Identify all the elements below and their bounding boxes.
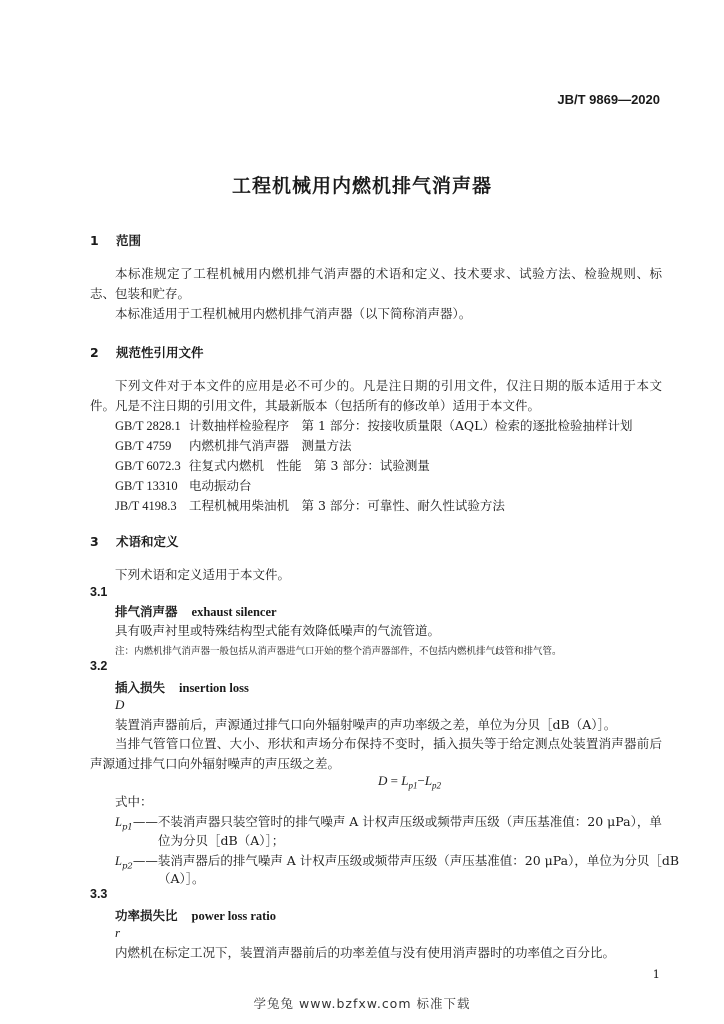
term-exhaust-silencer: [115, 602, 277, 620]
section-title: 范围: [116, 233, 142, 248]
reference-title: 计数抽样检验程序 第 1 部分：按接收质量限（AQL）检索的逐批检验抽样计划: [188, 418, 633, 433]
variable-definition-continued: （A）］。: [158, 871, 205, 886]
variable-definition-continued: 位为分贝［dB（A）］；: [158, 833, 285, 848]
reference-title: 内燃机排气消声器 测量方法: [188, 438, 352, 453]
variable-definition-lp1: [115, 812, 662, 833]
reference-item: [115, 476, 252, 494]
reference-code: GB/T 13310: [115, 479, 178, 493]
term-insertion-loss: [115, 678, 249, 696]
watermark-footer: 学兔兔 www.bzfxw.com 标准下载: [253, 996, 471, 1011]
formula-subscript: p1: [408, 780, 418, 791]
document-number: JB/T 9869—2020: [557, 92, 660, 107]
section-title: 规范性引用文件: [116, 345, 204, 360]
variable-description: ——不装消声器只装空管时的排气噪声 A 计权声压级或频带声压级（声压基准值：20 μPa），单: [132, 814, 662, 829]
term-symbol: r: [115, 925, 121, 940]
reference-item: [115, 436, 352, 454]
section-number: 2: [90, 345, 99, 360]
reference-code: GB/T 4759: [115, 439, 172, 453]
reference-title: 往复式内燃机 性能 第 3 部分：试验测量: [188, 458, 430, 473]
variable-symbol: L: [115, 854, 122, 868]
term-definition: 内燃机在标定工况下，装置消声器前后的功率差值与没有使用消声器时的功率值之百分比。: [115, 945, 616, 960]
variable-subscript: p1: [121, 822, 133, 833]
term-chinese: 排气消声器: [115, 604, 178, 619]
page-number: 1: [652, 967, 660, 981]
reference-title: 工程机械用柴油机 第 3 部分：可靠性、耐久性试验方法: [188, 498, 505, 513]
term-note: 注：内燃机排气消声器一般包括从消声器进气口开始的整个消声器部件，不包括内燃机排气歧管和排气管。: [115, 646, 562, 657]
reference-code: JB/T 4198.3: [115, 499, 177, 513]
term-definition: 装置消声器前后，声源通过排气口向外辐射噪声的声功率级之差，单位为分贝［dB（A）］。: [115, 717, 617, 732]
term-english: power loss ratio: [191, 909, 277, 923]
section-heading-2: [90, 343, 204, 361]
section-heading-3: [90, 532, 179, 550]
scope-paragraph-1: 本标准规定了工程机械用内燃机排气消声器的术语和定义、技术要求、试验方法、检验规则、标志、包装和贮存。: [90, 266, 662, 301]
formula-lhs: D: [378, 773, 388, 788]
clause-number-3-3: 3.3: [90, 887, 108, 901]
formula-subscript: p2: [432, 780, 442, 791]
variable-description: ——装消声器后的排气噪声 A 计权声压级或频带声压级（声压基准值：20 μPa），单位为分贝［dB: [132, 853, 680, 868]
term-definition-extended: 当排气管管口位置、大小、形状和声场分布保持不变时，插入损失等于给定测点处装置消声器前后声源通过排气口向外辐射噪声的声压级之差。: [90, 736, 662, 771]
formula-symbol: L: [401, 773, 409, 788]
formula-minus: −: [417, 773, 425, 788]
terms-intro: 下列术语和定义适用于本文件。: [115, 567, 291, 582]
variable-subscript: p2: [121, 861, 133, 872]
term-symbol: D: [115, 697, 125, 712]
normative-intro: 下列文件对于本文件的应用是必不可少的。凡是注日期的引用文件，仅注日期的版本适用于本文件。凡是不注日期的引用文件，其最新版本（包括所有的修改单）适用于本文件。: [90, 378, 662, 413]
term-power-loss-ratio: [115, 906, 276, 924]
reference-code: GB/T 2828.1: [115, 419, 181, 433]
section-number: 3: [90, 534, 99, 549]
reference-title: 电动振动台: [188, 478, 252, 493]
term-definition: 具有吸声衬里或特殊结构型式能有效降低噪声的气流管道。: [115, 623, 441, 638]
section-title: 术语和定义: [116, 534, 179, 549]
reference-code: GB/T 6072.3: [115, 459, 181, 473]
section-number: 1: [90, 233, 99, 248]
term-chinese: 插入损失: [115, 680, 166, 695]
reference-item: [115, 456, 430, 474]
term-chinese: 功率损失比: [115, 908, 178, 923]
clause-number-3-1: 3.1: [90, 585, 108, 599]
formula-equals: =: [387, 773, 402, 788]
insertion-loss-formula: [378, 773, 441, 791]
variable-symbol: L: [115, 815, 122, 829]
clause-number-3-2: 3.2: [90, 659, 108, 673]
reference-item: [115, 416, 632, 434]
formula-where-label: 式中：: [115, 794, 153, 809]
formula-symbol: L: [424, 773, 433, 788]
scope-paragraph-2: 本标准适用于工程机械用内燃机排气消声器（以下简称消声器）。: [115, 306, 472, 321]
term-english: exhaust silencer: [191, 605, 277, 619]
term-english: insertion loss: [179, 681, 249, 695]
document-title: 工程机械用内燃机排气消声器: [231, 175, 492, 197]
reference-item: [115, 496, 505, 514]
section-heading-1: [90, 231, 141, 249]
